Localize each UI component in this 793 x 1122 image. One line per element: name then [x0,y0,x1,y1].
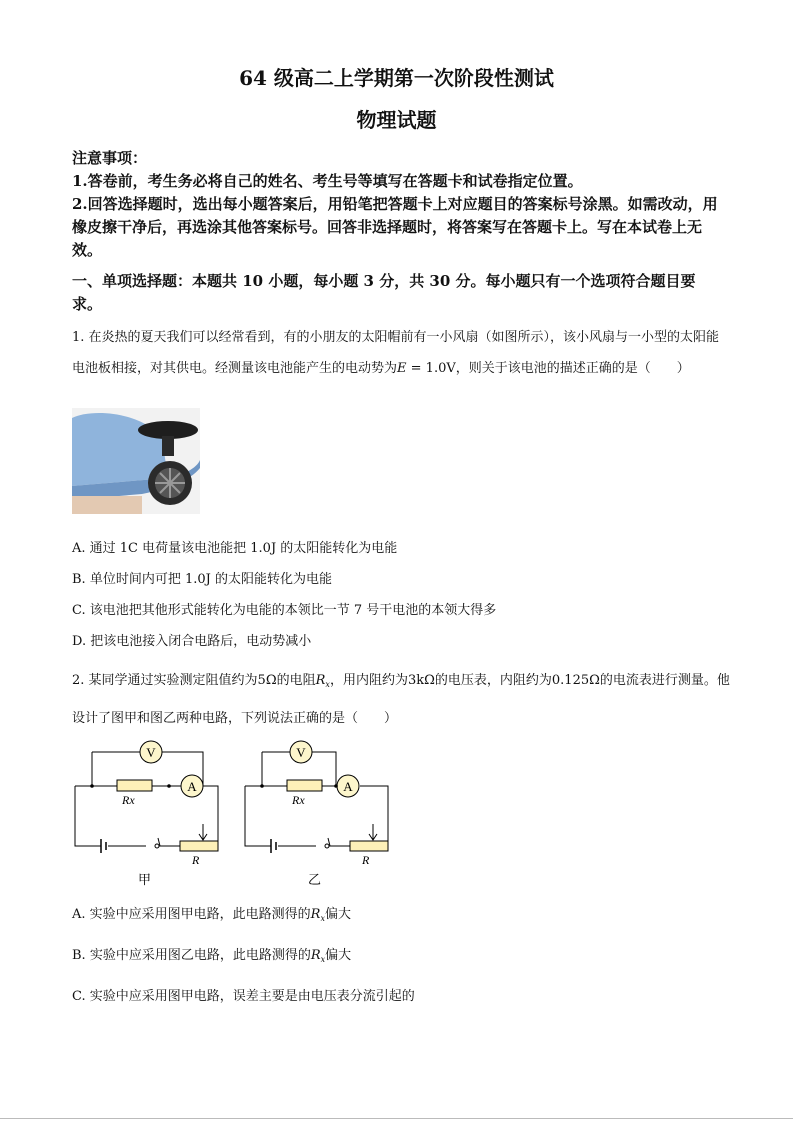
circuit-diagram-yi [240,736,400,888]
q2-option-a-r: R [310,907,321,922]
q2-option-b-sub: x [320,955,326,964]
q2-option-b-text: B. 实验中应采用图乙电路，此电路测得的 [72,948,311,963]
q2-rx-symbol: R [315,673,326,688]
q1-option-a: A. 通过 1C 电荷量该电池能把 1.0J 的太阳能转化为电能 [72,541,398,556]
section-heading: 一、单项选择题：本题共 10 小题，每小题 3 分，共 30 分。每小题只有一个选项符合题目要求。 [72,272,696,313]
q2-option-a-tail: 偏大 [324,907,351,922]
q2-stem-b: 的电阻 [276,673,316,688]
q2-stem-a: 2. 某同学通过实验测定阻值约为 [72,673,258,688]
q2-r-value: 5Ω [257,673,277,688]
notice-heading: 注意事项： [72,149,148,167]
question-1-stem [72,322,732,384]
voltmeter-label-jia: V [146,745,156,760]
q2-option-a [72,906,351,928]
q1-emf-symbol: E [397,361,407,376]
r-label-yi: R [362,853,370,867]
question-2-stem [72,664,732,736]
q2-option-a-sub: x [320,914,325,923]
q1-emf-value: = 1.0V [406,361,456,376]
q2-stem-c: ，用内阻约为 [329,673,408,688]
q2-option-b [72,947,351,969]
fig-label-jia: 甲 [138,872,152,887]
q2-rv-value: 3kΩ [407,673,435,688]
ammeter-label-jia: A [187,779,197,794]
fig-label-yi: 乙 [308,872,322,887]
q2-option-b-r: R [310,948,321,963]
notice-item-2: 2.回答选择题时，选出每小题答案后，用铅笔把答题卡上对应题目的答案标号涂黑。如需改动，用橡皮擦干净后，再选涂其他答案标号。回答非选择题时，将答案写在答题卡上。写在本试卷上无效。 [72,195,718,259]
page-bottom-rule [0,1118,793,1119]
notice-item-1: 1.答卷前，考生务必将自己的姓名、考生号等填写在答题卡和试卷指定位置。 [72,172,583,190]
exam-title: 64 级高二上学期第一次阶段性测试 [239,66,554,90]
solar-fan-hat-image [72,408,200,514]
rx-label-jia: Rx [122,793,135,807]
rx-label-yi: Rx [292,793,305,807]
q1-option-d: D. 把该电池接入闭合电路后，电动势减小 [72,634,312,649]
q2-option-b-tail: 偏大 [325,948,352,963]
q1-option-c: C. 该电池把其他形式能转化为电能的本领比一节 7 号干电池的本领大得多 [72,603,497,618]
voltmeter-label-yi: V [296,745,306,760]
q2-ra-value: 0.125Ω [551,673,600,688]
q2-option-c: C. 实验中应采用图甲电路，误差主要是由电压表分流引起的 [72,989,415,1004]
q1-option-b: B. 单位时间内可把 1.0J 的太阳能转化为电能 [72,572,332,587]
subject-title: 物理试题 [356,108,437,132]
q1-stem-a: 1. 在炎热的夏天我们可以经常看到，有的小朋友的太阳帽前有一小风扇（如图所示），该小风扇与一小型的太阳能电池板相接，对其供电。经测量该电池能产生的电动势为 [72,330,720,376]
q2-option-a-text: A. 实验中应采用图甲电路，此电路测得的 [72,907,311,922]
q2-rx-subscript: x [325,680,330,689]
circuit-diagram-jia [70,736,230,888]
q2-stem-d: 的电压表，内阻约为 [434,673,552,688]
q2-stem-e: 的电流表进行测量。他设计了图甲和图乙两种电路，下列说法正确的是（ ） [72,673,730,726]
ammeter-label-yi: A [343,779,353,794]
r-label-jia: R [192,853,200,867]
q1-stem-b: ，则关于该电池的描述正确的是（ ） [455,361,690,376]
